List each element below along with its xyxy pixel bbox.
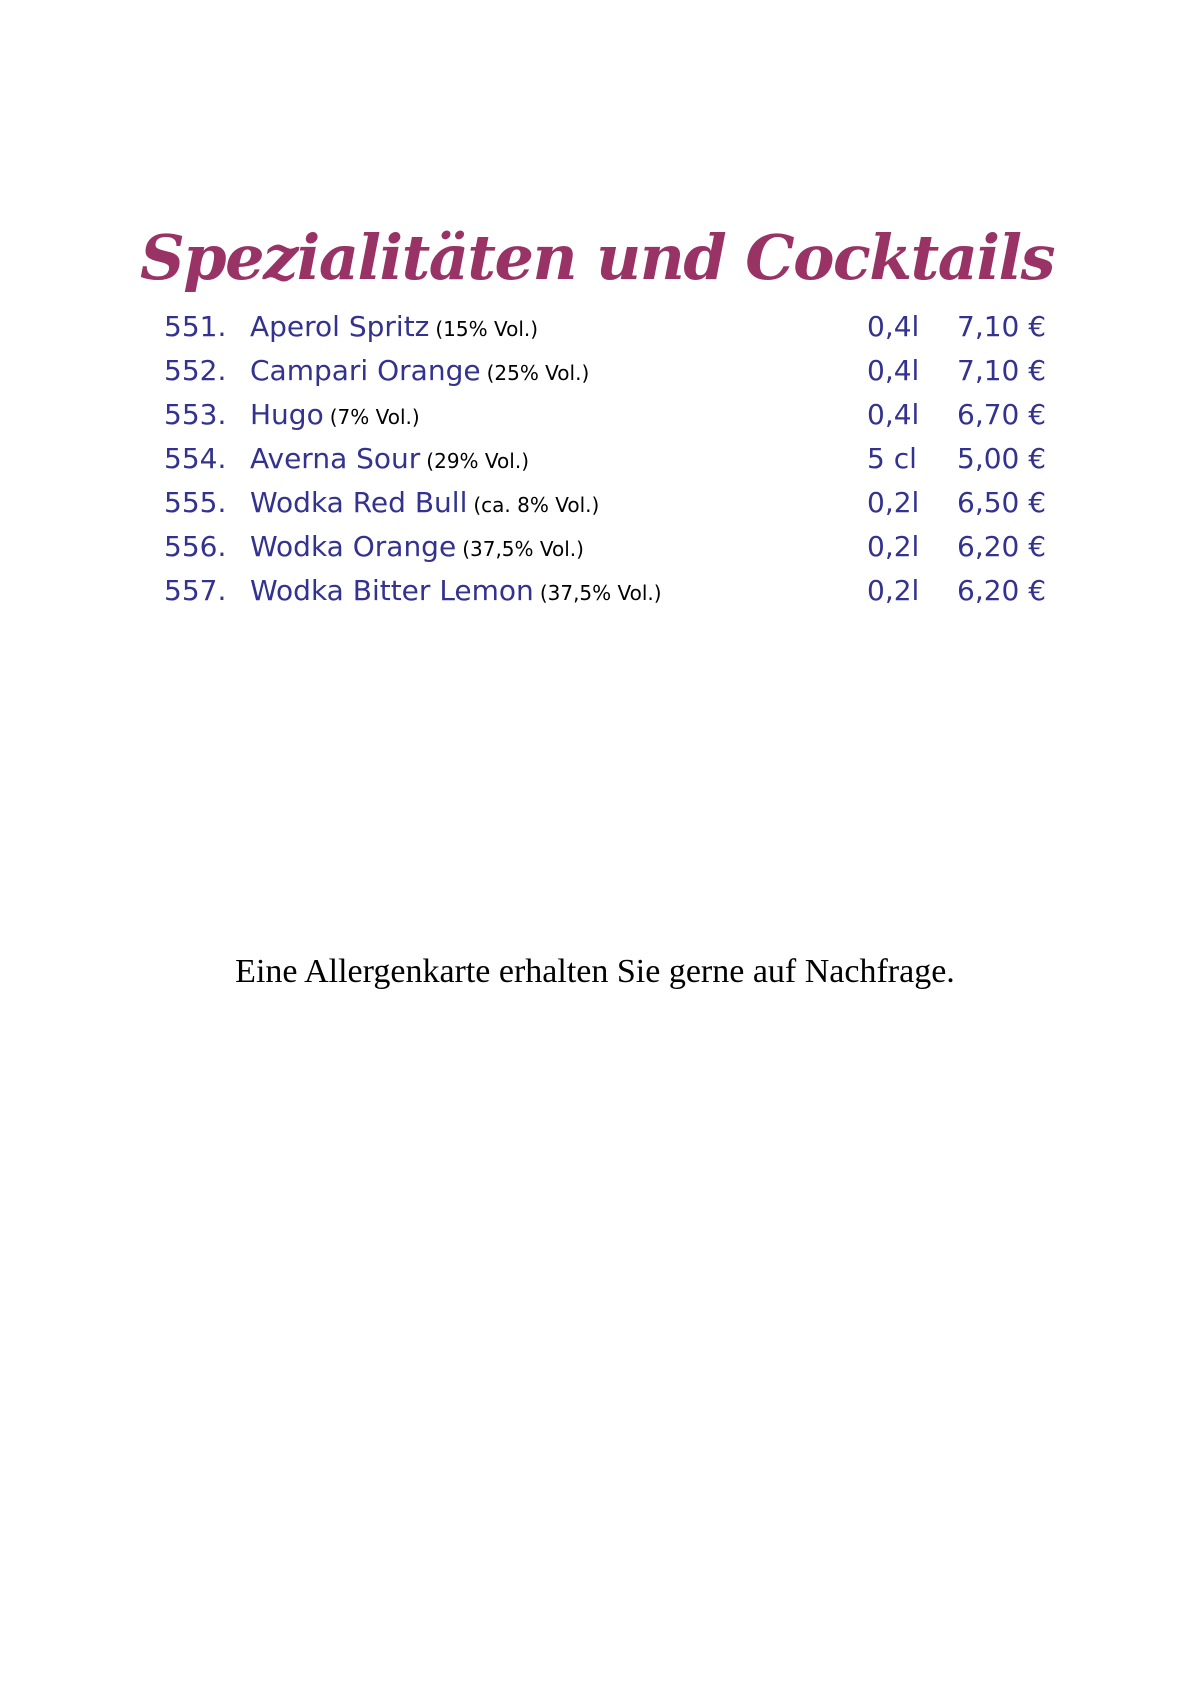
item-alcohol: (7% Vol.) xyxy=(329,405,420,429)
allergen-note: Eine Allergenkarte erhalten Sie gerne auf Nachfrage. xyxy=(235,953,955,990)
item-price: 7,10 € xyxy=(957,310,1047,343)
item-alcohol: (ca. 8% Vol.) xyxy=(473,493,600,517)
item-name-wrapper xyxy=(250,481,599,527)
item-number: 557. xyxy=(164,574,227,607)
item-price: 7,10 € xyxy=(957,354,1047,387)
item-number: 555. xyxy=(164,486,227,519)
item-name-wrapper xyxy=(250,437,529,483)
item-name: Campari Orange xyxy=(250,354,481,387)
item-price: 5,00 € xyxy=(957,442,1047,475)
item-volume: 0,2l xyxy=(867,530,920,563)
item-volume: 0,2l xyxy=(867,574,920,607)
item-alcohol: (15% Vol.) xyxy=(435,317,539,341)
item-alcohol: (25% Vol.) xyxy=(486,361,590,385)
item-name-wrapper xyxy=(250,569,662,615)
item-number: 553. xyxy=(164,398,227,431)
menu-item xyxy=(164,349,1064,393)
item-volume: 0,4l xyxy=(867,310,920,343)
item-name: Aperol Spritz xyxy=(250,310,430,343)
item-volume: 5 cl xyxy=(867,442,917,475)
menu-list xyxy=(164,305,1064,613)
menu-item xyxy=(164,569,1064,613)
item-number: 551. xyxy=(164,310,227,343)
section-title: Spezialitäten und Cocktails xyxy=(140,221,1054,294)
item-volume: 0,2l xyxy=(867,486,920,519)
menu-item xyxy=(164,305,1064,349)
item-number: 552. xyxy=(164,354,227,387)
item-name: Averna Sour xyxy=(250,442,421,475)
menu-item xyxy=(164,437,1064,481)
item-price: 6,20 € xyxy=(957,530,1047,563)
item-volume: 0,4l xyxy=(867,398,920,431)
item-alcohol: (37,5% Vol.) xyxy=(539,581,662,605)
item-alcohol: (29% Vol.) xyxy=(426,449,529,473)
item-name: Hugo xyxy=(250,398,324,431)
item-name: Wodka Orange xyxy=(250,530,457,563)
item-name-wrapper xyxy=(250,525,584,571)
menu-item xyxy=(164,393,1064,437)
menu-item xyxy=(164,481,1064,525)
item-volume: 0,4l xyxy=(867,354,920,387)
item-name: Wodka Red Bull xyxy=(250,486,468,519)
item-name: Wodka Bitter Lemon xyxy=(250,574,534,607)
item-number: 556. xyxy=(164,530,227,563)
item-price: 6,70 € xyxy=(957,398,1047,431)
item-price: 6,20 € xyxy=(957,574,1047,607)
item-name-wrapper xyxy=(250,305,538,351)
item-price: 6,50 € xyxy=(957,486,1047,519)
item-alcohol: (37,5% Vol.) xyxy=(462,537,584,561)
item-number: 554. xyxy=(164,442,227,475)
item-name-wrapper xyxy=(250,393,420,439)
menu-item xyxy=(164,525,1064,569)
item-name-wrapper xyxy=(250,349,589,395)
